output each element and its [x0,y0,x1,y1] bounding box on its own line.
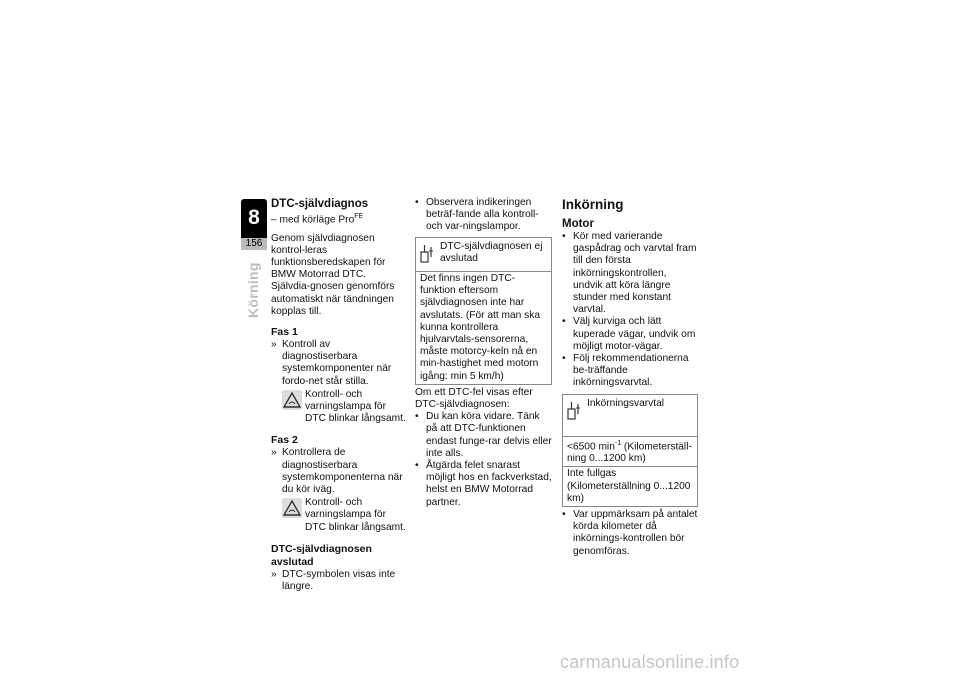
info-box-row: Inte fullgas (Kilometerställning 0...1200 km) [563,466,697,506]
list-item: • Följ rekommendationerna be-träffande inkörningsvarvtal. [562,353,689,389]
gauge-icon [567,400,583,422]
column-3 [562,197,698,558]
fas2-step: » Kontrollera de diagnostiserbara systemkomponenterna när du kör iväg. [271,447,403,496]
warning-triangle-icon [282,390,302,410]
fas1-step: » Kontroll av diagnostiserbara systemkomponenter när fordo-net står stilla. [271,339,392,387]
intro-text: Genom självdiagnosen kontrol-leras funktionsberedskapen för BMW Motorrad DTC. Självdia-gnosen genomförs automatiskt när tändningen kopplas till. [271,232,395,317]
list-item: • Åtgärda felet snarast möjligt hos en fackverkstad, helst en BMW Motorrad partner. [415,460,552,508]
info-box-body: Det finns ingen DTC-funktion eftersom självdiagnosen inte har avslutats. (För att man ska kunna kontrollera hjulvarvtals-sensorerna, måste motorcy-keln nå en min-hastighet med motorn igång: min 5 km/h) [416,271,551,384]
chapter-title: Körning [245,262,261,318]
list-item: • Du kan köra vidare. Tänk på att DTC-funktionen endast funge-rar delvis eller inte alls. [415,411,552,459]
warning-triangle-icon [282,498,302,518]
info-box-heading: Inkörningsvarvtal [587,397,665,409]
fas1-title: Fas 1 [271,326,298,339]
column-2 [415,197,552,509]
page-number: 156 [241,238,267,250]
section-subtitle: Motor [562,218,594,230]
fas2-title: Fas 2 [271,434,298,447]
list-item: • Var uppmärksam på antalet körda kilometer då inkörnings-kontrollen bör genomföras. [562,509,698,557]
done-title: DTC-självdiagnosen avslutad [271,542,372,568]
info-box-heading: DTC-självdiagnosen ej avslutad [440,240,543,264]
section-subtitle: – med körläge Pro$^{FE}$ [271,213,364,226]
info-box [415,237,552,385]
gauge-icon [420,243,436,265]
info-box-row: <6500 $\min^{-1}$ (Kilometerställ-ning 0...1200 km) [563,436,697,467]
chapter-tab [241,199,267,239]
info-box [562,394,698,507]
section-title: DTC-självdiagnos [271,198,369,210]
column-1 [271,197,407,593]
chapter-number: 8 [248,206,260,229]
section-title: Inkörning [562,197,624,212]
after-text: Om ett DTC-fel visas efter DTC-självdiagnosen: [415,386,533,411]
done-step: » DTC-symbolen visas inte längre. [271,568,396,593]
list-item: • Observera indikeringen beträf-fande alla kontroll- och var-ningslampor. [415,197,539,233]
list-item: • Välj kurviga och lätt kuperade vägar, undvik om möjligt motor-vägar. [562,316,696,352]
list-item: • Kör med varierande gaspådrag och varvtal fram till den första inkörningskontrollen, undvik att köra längre stunder med konstant varvtal. [562,231,697,316]
fas2-warning: Kontroll- och varningslampa för DTC blinkar långsamt. [271,497,407,534]
fas1-warning: Kontroll- och varningslampa för DTC blinkar långsamt. [271,389,407,426]
watermark: carmanualsonline.info [560,652,740,672]
